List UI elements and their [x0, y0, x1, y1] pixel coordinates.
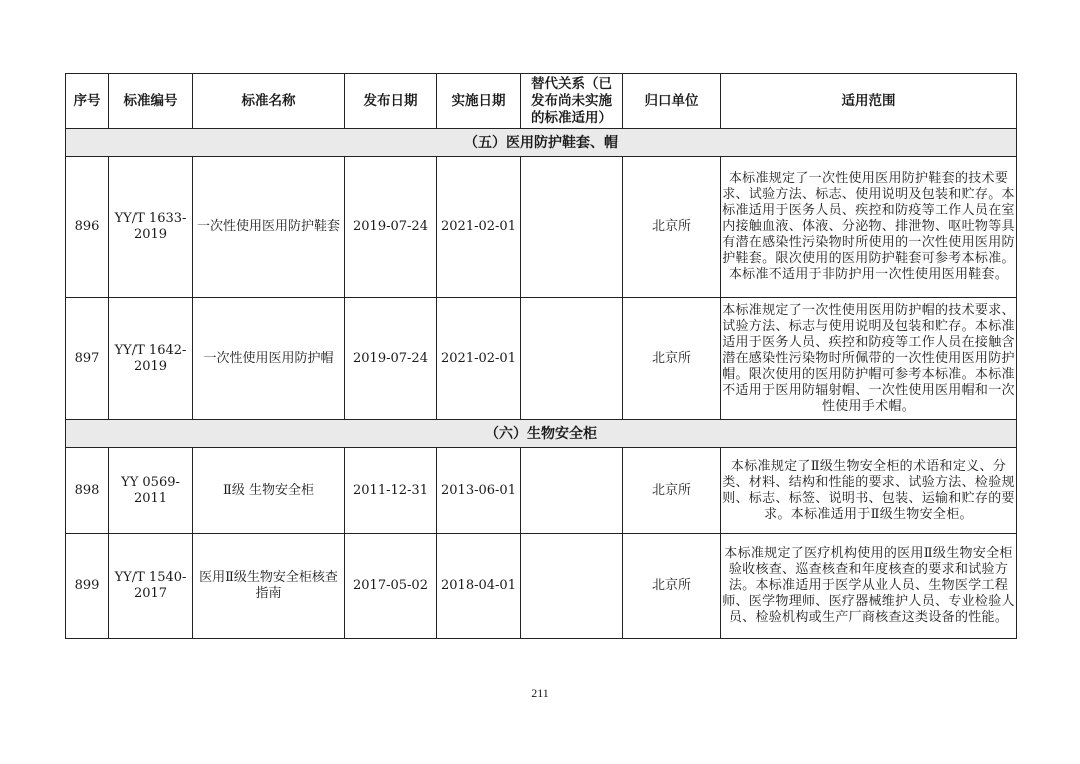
header-scope: 适用范围 [721, 74, 1017, 129]
standards-table [65, 73, 1017, 639]
cell-unit: 北京所 [623, 157, 721, 298]
section-title: （六）生物安全柜 [66, 420, 1017, 448]
cell-scope: 本标准规定了Ⅱ级生物安全柜的术语和定义、分类、材料、结构和性能的要求、试验方法、检验规则、标志、标签、说明书、包装、运输和贮存的要求。本标准适用于Ⅱ级生物安全柜。 [721, 448, 1017, 534]
section-title: （五）医用防护鞋套、帽 [66, 129, 1017, 157]
cell-name: 一次性使用医用防护帽 [193, 298, 345, 420]
header-row [66, 74, 1017, 129]
header-unit: 归口单位 [623, 74, 721, 129]
cell-replace [521, 534, 623, 639]
header-implement-date: 实施日期 [437, 74, 521, 129]
cell-implement-date: 2018-04-01 [437, 534, 521, 639]
header-publish-date: 发布日期 [345, 74, 437, 129]
cell-code: YY/T 1642-2019 [109, 298, 193, 420]
cell-scope: 本标准规定了一次性使用医用防护鞋套的技术要求、试验方法、标志、使用说明及包装和贮存。本标准适用于医务人员、疾控和防疫等工作人员在室内接触血液、体液、分泌物、排泄物、呕吐物等具有潜在感染性污染物时所使用的一次性使用医用防护鞋套。限次使用的医用防护鞋套可参考本标准。本标准不适用于非防护用一次性使用医用鞋套。 [721, 157, 1017, 298]
cell-name: 一次性使用医用防护鞋套 [193, 157, 345, 298]
table-row [66, 534, 1017, 639]
header-replace: 替代关系（已发布尚未实施的标准适用） [521, 74, 623, 129]
cell-replace [521, 298, 623, 420]
cell-unit: 北京所 [623, 534, 721, 639]
cell-replace [521, 157, 623, 298]
cell-scope: 本标准规定了医疗机构使用的医用Ⅱ级生物安全柜验收核查、巡查核查和年度核查的要求和试验方法。本标准适用于医学从业人员、生物医学工程师、医学物理师、医疗器械维护人员、专业检验人员、检验机构或生产厂商核查这类设备的性能。 [721, 534, 1017, 639]
section-row [66, 129, 1017, 157]
header-seq: 序号 [66, 74, 109, 129]
cell-code: YY/T 1540-2017 [109, 534, 193, 639]
cell-code: YY/T 1633-2019 [109, 157, 193, 298]
cell-replace [521, 448, 623, 534]
cell-unit: 北京所 [623, 448, 721, 534]
header-code: 标准编号 [109, 74, 193, 129]
cell-publish-date: 2019-07-24 [345, 298, 437, 420]
cell-implement-date: 2021-02-01 [437, 298, 521, 420]
cell-seq: 897 [66, 298, 109, 420]
cell-implement-date: 2021-02-01 [437, 157, 521, 298]
cell-scope: 本标准规定了一次性使用医用防护帽的技术要求、试验方法、标志与使用说明及包装和贮存。本标准适用于医务人员、疾控和防疫等工作人员在接触含潜在感染性污染物时所佩带的一次性使用医用防护帽。限次使用的医用防护帽可参考本标准。本标准不适用于医用防辐射帽、一次性使用医用帽和一次性使用手术帽。 [721, 298, 1017, 420]
table-row [66, 298, 1017, 420]
cell-publish-date: 2019-07-24 [345, 157, 437, 298]
section-row [66, 420, 1017, 448]
cell-seq: 899 [66, 534, 109, 639]
cell-name: Ⅱ级 生物安全柜 [193, 448, 345, 534]
cell-seq: 896 [66, 157, 109, 298]
table-row [66, 448, 1017, 534]
cell-unit: 北京所 [623, 298, 721, 420]
cell-implement-date: 2013-06-01 [437, 448, 521, 534]
cell-publish-date: 2011-12-31 [345, 448, 437, 534]
cell-publish-date: 2017-05-02 [345, 534, 437, 639]
cell-seq: 898 [66, 448, 109, 534]
cell-name: 医用Ⅱ级生物安全柜核查指南 [193, 534, 345, 639]
table-row [66, 157, 1017, 298]
header-name: 标准名称 [193, 74, 345, 129]
cell-code: YY 0569-2011 [109, 448, 193, 534]
page-number: 211 [531, 686, 549, 700]
